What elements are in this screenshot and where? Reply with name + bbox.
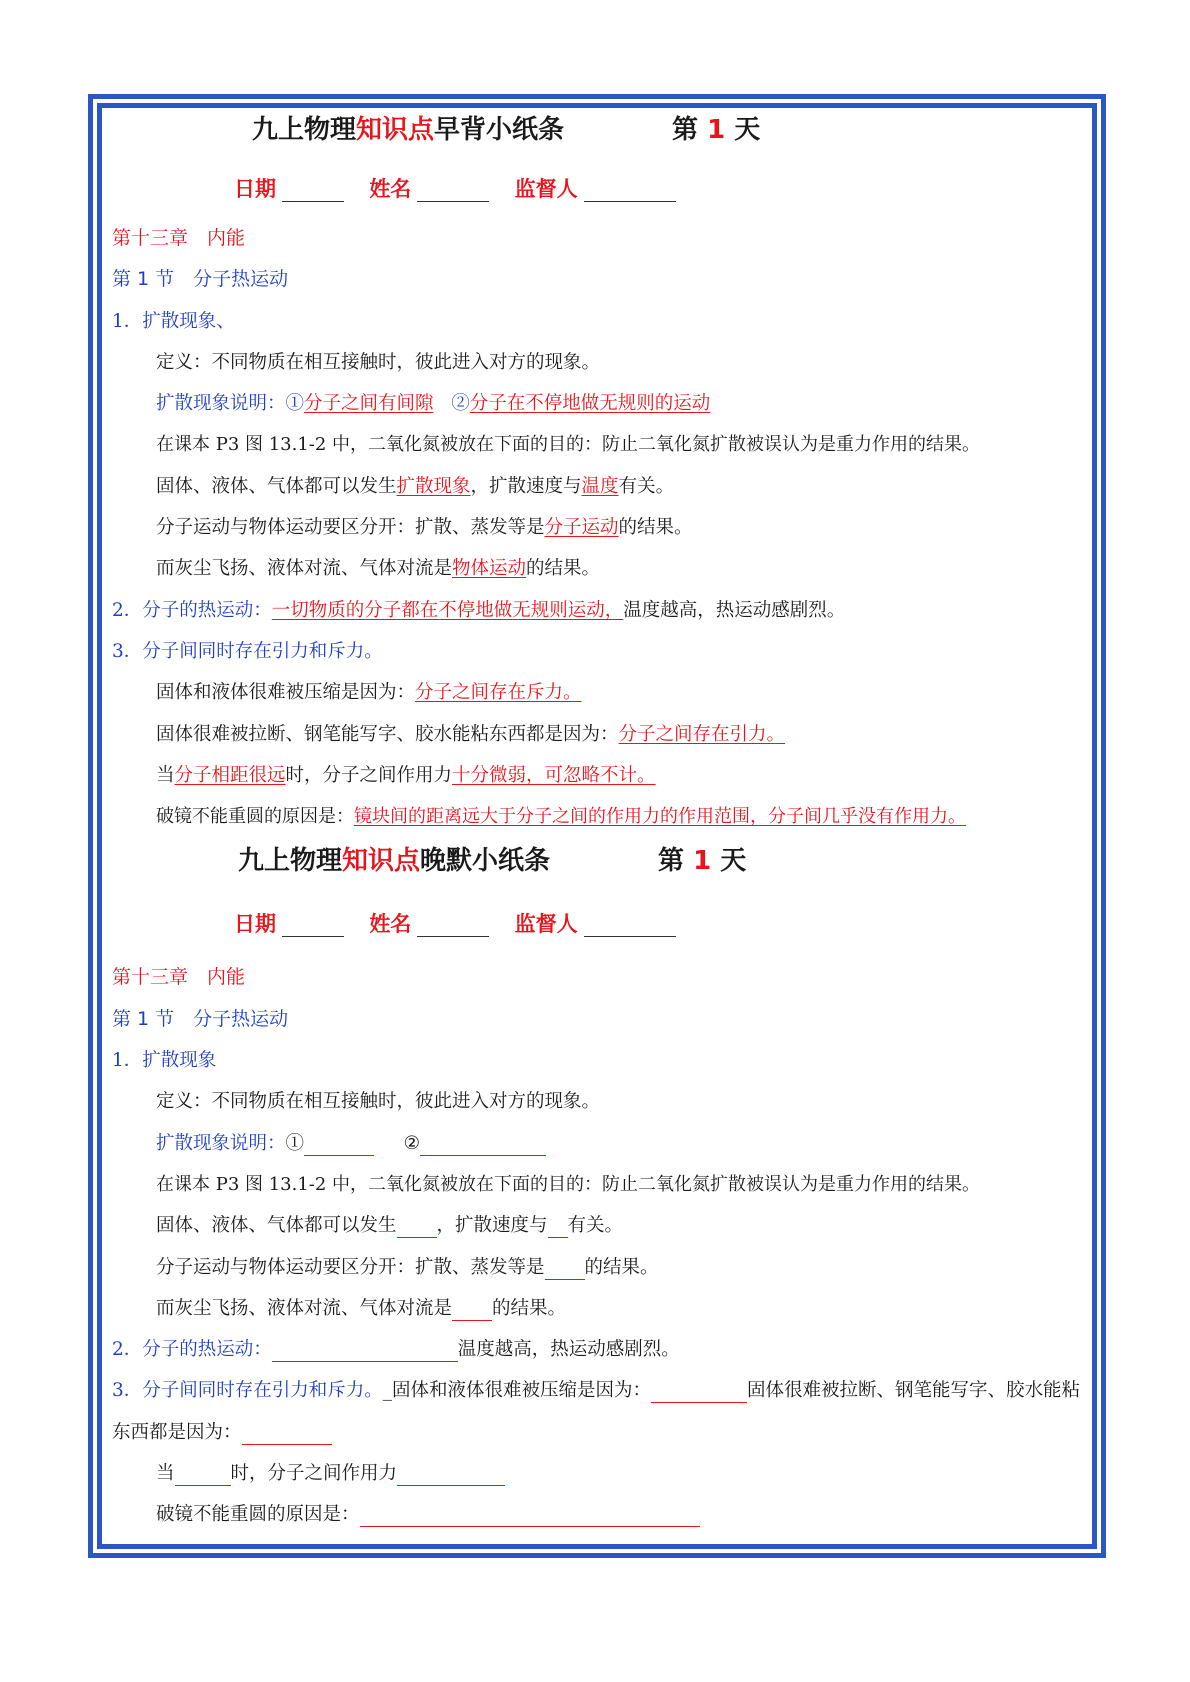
- name-field[interactable]: [417, 914, 489, 937]
- dust-blank[interactable]: [452, 1296, 492, 1321]
- evening-info-row: [112, 891, 1092, 957]
- morning-title-text: 九上物理知识点早背小纸条: [252, 115, 565, 145]
- evening-title-text: 九上物理知识点晚默小纸条: [238, 846, 551, 877]
- stretch-line: 固体很难被拉断、钢笔能写字、胶水能粘东西都是因为：分子之间存在引力。: [156, 723, 786, 745]
- supervisor-label: 监督人: [514, 912, 578, 937]
- morning-title: [112, 100, 1092, 160]
- section-heading: 第 1 节 分子热运动: [112, 268, 289, 291]
- states-blank-1[interactable]: [397, 1213, 437, 1238]
- states-blank-2[interactable]: [548, 1213, 568, 1238]
- explain-line: 扩散现象说明：①分子之间有间隙 ②分子在不停地做无规则的运动: [156, 393, 711, 415]
- point-1-title: 1．扩散现象: [112, 1050, 217, 1072]
- compress-line: 固体和液体很难被压缩是因为：分子之间存在斥力。: [156, 682, 582, 704]
- name-field[interactable]: [417, 179, 489, 202]
- compress-blank[interactable]: [651, 1378, 747, 1403]
- mirror-blank[interactable]: [360, 1502, 700, 1527]
- explain-blank-2[interactable]: [420, 1131, 546, 1156]
- date-field[interactable]: [282, 179, 344, 202]
- point-2-blank-line: 2．分子的热运动： 温度越高，热运动感剧烈。: [112, 1339, 680, 1361]
- dust-blank-line: 而灰尘飞扬、液体对流、气体对流是 的结果。: [156, 1297, 567, 1319]
- point-2-line: 2．分子的热运动：一切物质的分子都在不停地做无规则运动，温度越高，热运动感剧烈。: [112, 599, 846, 621]
- point-2-blank[interactable]: [272, 1337, 458, 1362]
- morning-day-label: 第 1 天: [672, 115, 761, 145]
- far-blank-line: 当 时，分子之间作用力: [112, 1453, 1092, 1494]
- definition-line: 定义：不同物质在相互接触时，彼此进入对方的现象。: [156, 1091, 601, 1113]
- motion-line: 分子运动与物体运动要区分开：扩散、蒸发等是分子运动的结果。: [156, 517, 693, 539]
- motion-blank-line: 分子运动与物体运动要区分开：扩散、蒸发等是 的结果。: [156, 1256, 659, 1278]
- dust-line: 而灰尘飞扬、液体对流、气体对流是物体运动的结果。: [156, 558, 601, 580]
- supervisor-field[interactable]: [584, 179, 676, 202]
- explain-blank-line: 扩散现象说明：① ②: [112, 1123, 1092, 1164]
- morning-info-row: [112, 160, 1092, 218]
- worksheet-content: [112, 100, 1092, 1536]
- point-3-blank-paragraph: 3．分子间同时存在引力和斥力。_固体和液体很难被压缩是因为： 固体很难被拉断、钢笔能写字、胶水能粘东西都是因为：: [112, 1380, 1081, 1443]
- name-label: 姓名: [369, 177, 412, 201]
- far-blank-2[interactable]: [397, 1461, 505, 1486]
- point-1-title: 1．扩散现象、: [112, 310, 235, 332]
- explain-blank-1[interactable]: [304, 1131, 374, 1156]
- textbook-line: 在课本 P3 图 13.1-2 中，二氧化氮被放在下面的目的：防止二氧化氮扩散被误认为是重力作用的结果。: [156, 1173, 981, 1195]
- date-label: 日期: [234, 912, 276, 937]
- mirror-blank-line: 破镜不能重圆的原因是：: [112, 1494, 1092, 1535]
- chapter-heading: 第十三章 内能: [112, 227, 246, 249]
- point-3-title: 3．分子间同时存在引力和斥力。: [112, 640, 383, 662]
- name-label: 姓名: [369, 912, 412, 937]
- textbook-line: 在课本 P3 图 13.1-2 中，二氧化氮被放在下面的目的：防止二氧化氮扩散被误认为是重力作用的结果。: [156, 434, 981, 456]
- far-line: 当分子相距很远时，分子之间作用力十分微弱，可忽略不计。: [156, 764, 656, 786]
- date-field[interactable]: [282, 914, 344, 937]
- states-blank-line: 固体、液体、气体都可以发生 ，扩散速度与 有关。: [156, 1215, 624, 1237]
- definition-line: 定义：不同物质在相互接触时，彼此进入对方的现象。: [156, 351, 601, 373]
- stretch-blank[interactable]: [242, 1420, 332, 1445]
- mirror-line: 破镜不能重圆的原因是：镜块间的距离远大于分子之间的作用力的作用范围，分子间几乎没有作用力。: [156, 806, 966, 828]
- supervisor-label: 监督人: [514, 177, 578, 201]
- far-blank-1[interactable]: [175, 1461, 231, 1486]
- chapter-heading: 第十三章 内能: [112, 966, 246, 989]
- motion-blank[interactable]: [545, 1255, 585, 1280]
- supervisor-field[interactable]: [584, 914, 676, 937]
- states-line: 固体、液体、气体都可以发生扩散现象，扩散速度与温度有关。: [156, 475, 675, 497]
- evening-title: [112, 831, 1092, 891]
- section-heading: 第 1 节 分子热运动: [112, 1007, 289, 1030]
- date-label: 日期: [234, 177, 276, 201]
- evening-day-label: 第 1 天: [658, 846, 747, 877]
